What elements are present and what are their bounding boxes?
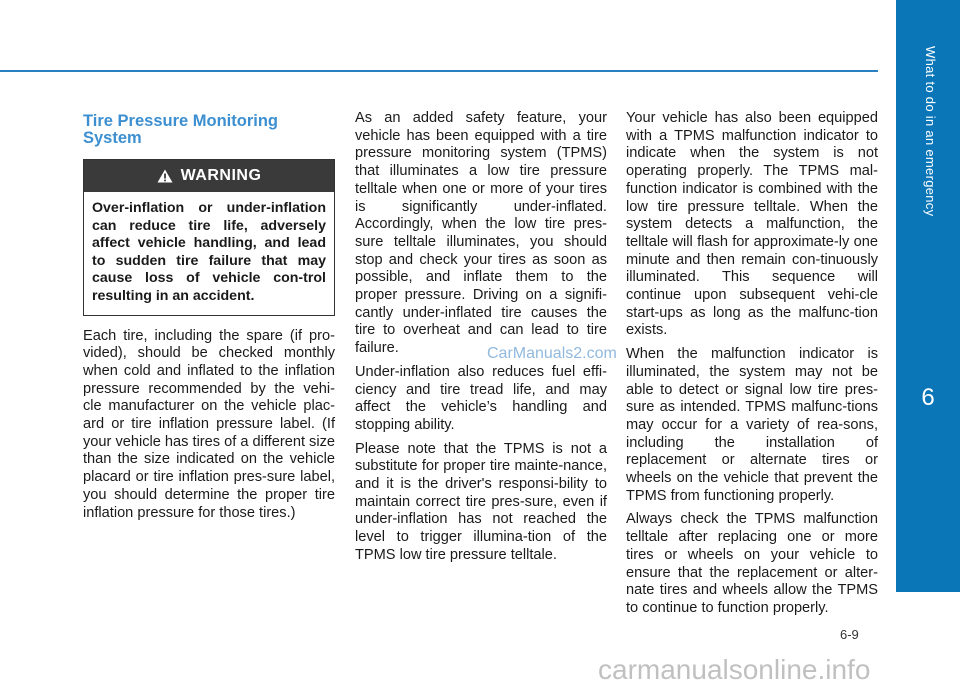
column-3: [626, 110, 878, 624]
paragraph: As an added safety feature, your vehicle has been equipped with a tire pressure monitoring system (TPMS) that illuminates a low tire pressure telltale when one or more of your tires is significantly under-inflated. Accordingly, when the low tire pres-sure telltale illuminates, you should stop and check your tires as soon as possible, and inflate them to the proper pressure. Driving on a signifi-cantly under-inflated tire causes the tire to overheat and can lead to tire failure.: [355, 110, 607, 357]
section-title: [83, 113, 335, 147]
paragraph: Please note that the TPMS is not a substitute for proper tire mainte-nance, and it is the driver's responsi-bility to maintain correct tire pres-sure, even if under-inflation has not reached the level to trigger illumina-tion of the TPMS low tire pressure telltale.: [355, 440, 607, 563]
column-1: [83, 108, 335, 528]
chapter-title: What to do in an emergency: [923, 46, 938, 217]
column-2: [355, 110, 607, 571]
section-title-line-1: Tire Pressure Monitoring: [83, 112, 278, 130]
watermark-footer: carmanualsonline.info: [598, 654, 871, 685]
warning-triangle-icon: [157, 169, 173, 183]
paragraph: Under-inflation also reduces fuel effi-ciency and tire tread life, and may affect the vehicle’s handling and stopping ability.: [355, 363, 607, 433]
warning-text: Over-inflation or under-inflation can reduce tire life, adversely affect vehicle handling, and lead to sudden tire failure that may cause loss of vehicle con-trol resulting in an accident.: [92, 200, 326, 304]
warning-header: [84, 160, 334, 192]
paragraph: Always check the TPMS malfunction telltale after replacing one or more tires or wheels on your vehicle to ensure that the replacement or alter-nate tires and wheels allow the TPMS to continue to function properly.: [626, 511, 878, 616]
warning-heading: WARNING: [180, 167, 262, 185]
header-rule: [0, 70, 878, 72]
warning-box: [83, 159, 335, 316]
page-number: 6-9: [840, 627, 859, 642]
paragraph: Your vehicle has also been equipped with a TPMS malfunction indicator to indicate when the system is not operating properly. The TPMS mal-function indicator is combined with the low tire pressure telltale. When the system detects a malfunction, the telltale will flash for approximate-ly one minute and then remain con-tinuously illuminated. This sequence will continue upon subsequent vehi-cle start-ups as long as the malfunc-tion exists.: [626, 110, 878, 339]
paragraph: Each tire, including the spare (if pro-vided), should be checked monthly when cold and inflated to the inflation pressure recommended by the vehi-cle manufacturer on the vehicle plac-ard or tire inflation pressure label. (If your vehicle has tires of a different size than the size indicated on the vehicle placard or tire inflation pres-sure label, you should determine the proper tire inflation pressure for those tires.): [83, 327, 336, 521]
section-title-line-2: System: [83, 129, 142, 147]
watermark-text: CarManuals2.com: [487, 345, 617, 362]
paragraph: When the malfunction indicator is illuminated, the system may not be able to detect or signal low tire pres-sure as intended. TPMS malfunc-tions may occur for a variety of rea-sons, including the installation of replacement or alternate tires or wheels on the vehicle that prevent the TPMS from functioning properly.: [626, 346, 878, 504]
chapter-number: 6: [921, 384, 935, 411]
